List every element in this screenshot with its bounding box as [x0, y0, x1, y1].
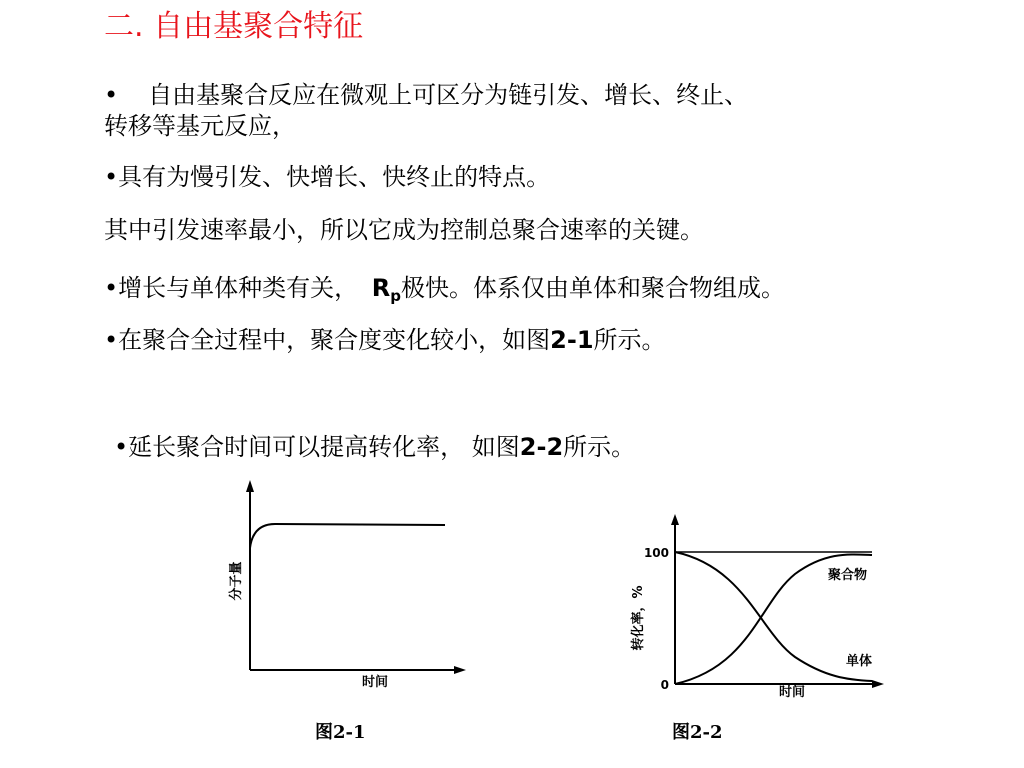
fig2-y-arrow: [671, 514, 679, 525]
figure-2-2: [620, 512, 900, 702]
bullet-line-1: [104, 80, 748, 110]
fig2-xlabel: 时间: [778, 685, 806, 700]
bullet-dot: •: [104, 81, 119, 109]
line-6-prefix: •延长聚合时间可以提高转化率， 如图: [114, 433, 520, 461]
line-1b-text: 转移等基元反应，: [104, 112, 296, 140]
fig2-polymer-label: 聚合物: [828, 568, 868, 583]
slide-title: 二. 自由基聚合特征: [104, 9, 364, 44]
line-3-text: 其中引发速率最小，所以它成为控制总聚合速率的关键。: [104, 216, 704, 244]
fig1-y-arrow: [246, 480, 254, 492]
fig-ref-2-1: 2-1: [550, 326, 594, 354]
bullet-line-2: •具有为慢引发、快增长、快终止的特点。: [104, 163, 551, 191]
fig2-monomer-label: 单体: [846, 654, 873, 669]
fig2-tick-100: 100: [643, 546, 669, 560]
figure-2-2-caption: 图2-2: [672, 722, 723, 743]
rp-subscript: p: [390, 287, 402, 305]
bullet-line-6: [114, 432, 635, 462]
figure-2-1: [220, 478, 480, 693]
line-1a-text: 自由基聚合反应在微观上可区分为链引发、增长、终止、: [148, 81, 749, 109]
fig1-molecular-weight-curve: [250, 524, 445, 548]
fig-ref-2-2: 2-2: [519, 433, 564, 461]
rp-symbol: R: [371, 274, 391, 302]
figure-2-1-caption: 图2-1: [315, 722, 366, 743]
line-4-suffix: 极快。体系仅由单体和聚合物组成。: [401, 274, 786, 302]
fig2-tick-0: 0: [660, 678, 669, 692]
bullet-line-4: [104, 273, 785, 311]
line-4-prefix: •增长与单体种类有关，: [104, 274, 359, 302]
fig2-ylabel: 转化率，%: [631, 585, 646, 651]
line-5-suffix: 所示。: [593, 326, 666, 354]
fig2-x-arrow: [872, 680, 884, 688]
fig1-xlabel: 时间: [361, 675, 389, 690]
line-5-prefix: •在聚合全过程中，聚合度变化较小，如图: [104, 326, 551, 354]
fig1-x-arrow: [454, 666, 466, 674]
bullet-line-5: [104, 325, 666, 355]
line-6-suffix: 所示。: [563, 433, 636, 461]
fig1-ylabel: 分子量: [229, 561, 244, 601]
